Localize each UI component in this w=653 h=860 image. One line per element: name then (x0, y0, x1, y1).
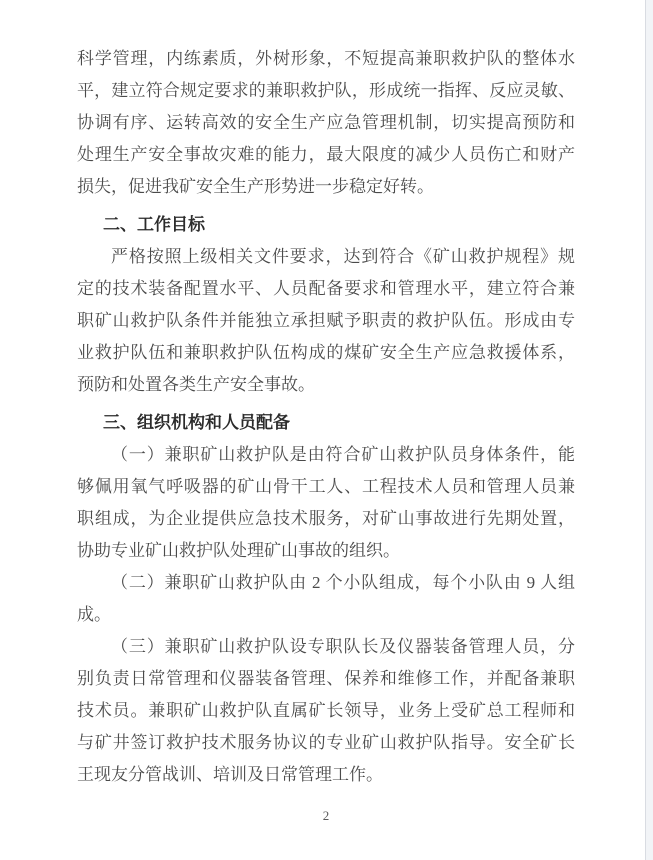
paragraph-line: 业救护队伍和兼职救护队伍构成的煤矿安全生产应急救援体系， (77, 343, 575, 362)
paragraph-line: 职组成，为企业提供应急技术服务，对矿山事故进行先期处置， (77, 509, 575, 528)
paragraph-line: 技术员。兼职矿山救护队直属矿长领导，业务上受矿总工程师和 (77, 701, 575, 720)
paragraph-line: 与矿井签订救护技术服务协议的专业矿山救护队指导。安全矿长 (77, 733, 575, 752)
paragraph-line: （二）兼职矿山救护队由 2 个小队组成，每个小队由 9 人组 (111, 573, 575, 592)
paragraph-line: 严格按照上级相关文件要求，达到符合《矿山救护规程》规 (111, 247, 575, 266)
page-text-block (77, 43, 575, 791)
paragraph-line: 科学管理，内练素质，外树形象，不短提高兼职救护队的整体水 (77, 49, 575, 68)
paragraph-line: 职矿山救护队条件并能独立承担赋予职责的救护队伍。形成由专 (77, 311, 575, 330)
paragraph-line: （三）兼职矿山救护队设专职队长及仪器装备管理人员，分 (111, 637, 575, 656)
paragraph-line: 王现友分管战训、培训及日常管理工作。 (77, 765, 383, 784)
paragraph-line: 协助专业矿山救护队处理矿山事故的组织。 (77, 541, 400, 560)
paragraph-line: 定的技术装备配置水平、人员配备要求和管理水平，建立符合兼 (77, 279, 575, 298)
paragraph-line: 成。 (77, 605, 111, 624)
paragraph-line: 预防和处置各类生产安全事故。 (77, 375, 315, 394)
paragraph-line: 处理生产安全事故灾难的能力，最大限度的减少人员伤亡和财产 (77, 145, 575, 164)
paragraph-line: （一）兼职矿山救护队是由符合矿山救护队员身体条件，能 (111, 445, 575, 464)
paragraph-line: 别负责日常管理和仪器装备管理、保养和维修工作，并配备兼职 (77, 669, 575, 688)
section-heading: 二、工作目标 (103, 215, 205, 234)
paragraph-line: 协调有序、运转高效的安全生产应急管理机制，切实提高预防和 (77, 113, 575, 132)
paragraph-line: 平，建立符合规定要求的兼职救护队，形成统一指挥、反应灵敏、 (77, 81, 575, 100)
paragraph-line: 够佩用氧气呼吸器的矿山骨干工人、工程技术人员和管理人员兼 (77, 477, 575, 496)
section-heading: 三、组织机构和人员配备 (103, 413, 290, 432)
page-background-gutter (647, 0, 653, 860)
page-number: 2 (322, 808, 330, 823)
paragraph-line: 损失，促进我矿安全生产形势进一步稳定好转。 (77, 177, 434, 196)
